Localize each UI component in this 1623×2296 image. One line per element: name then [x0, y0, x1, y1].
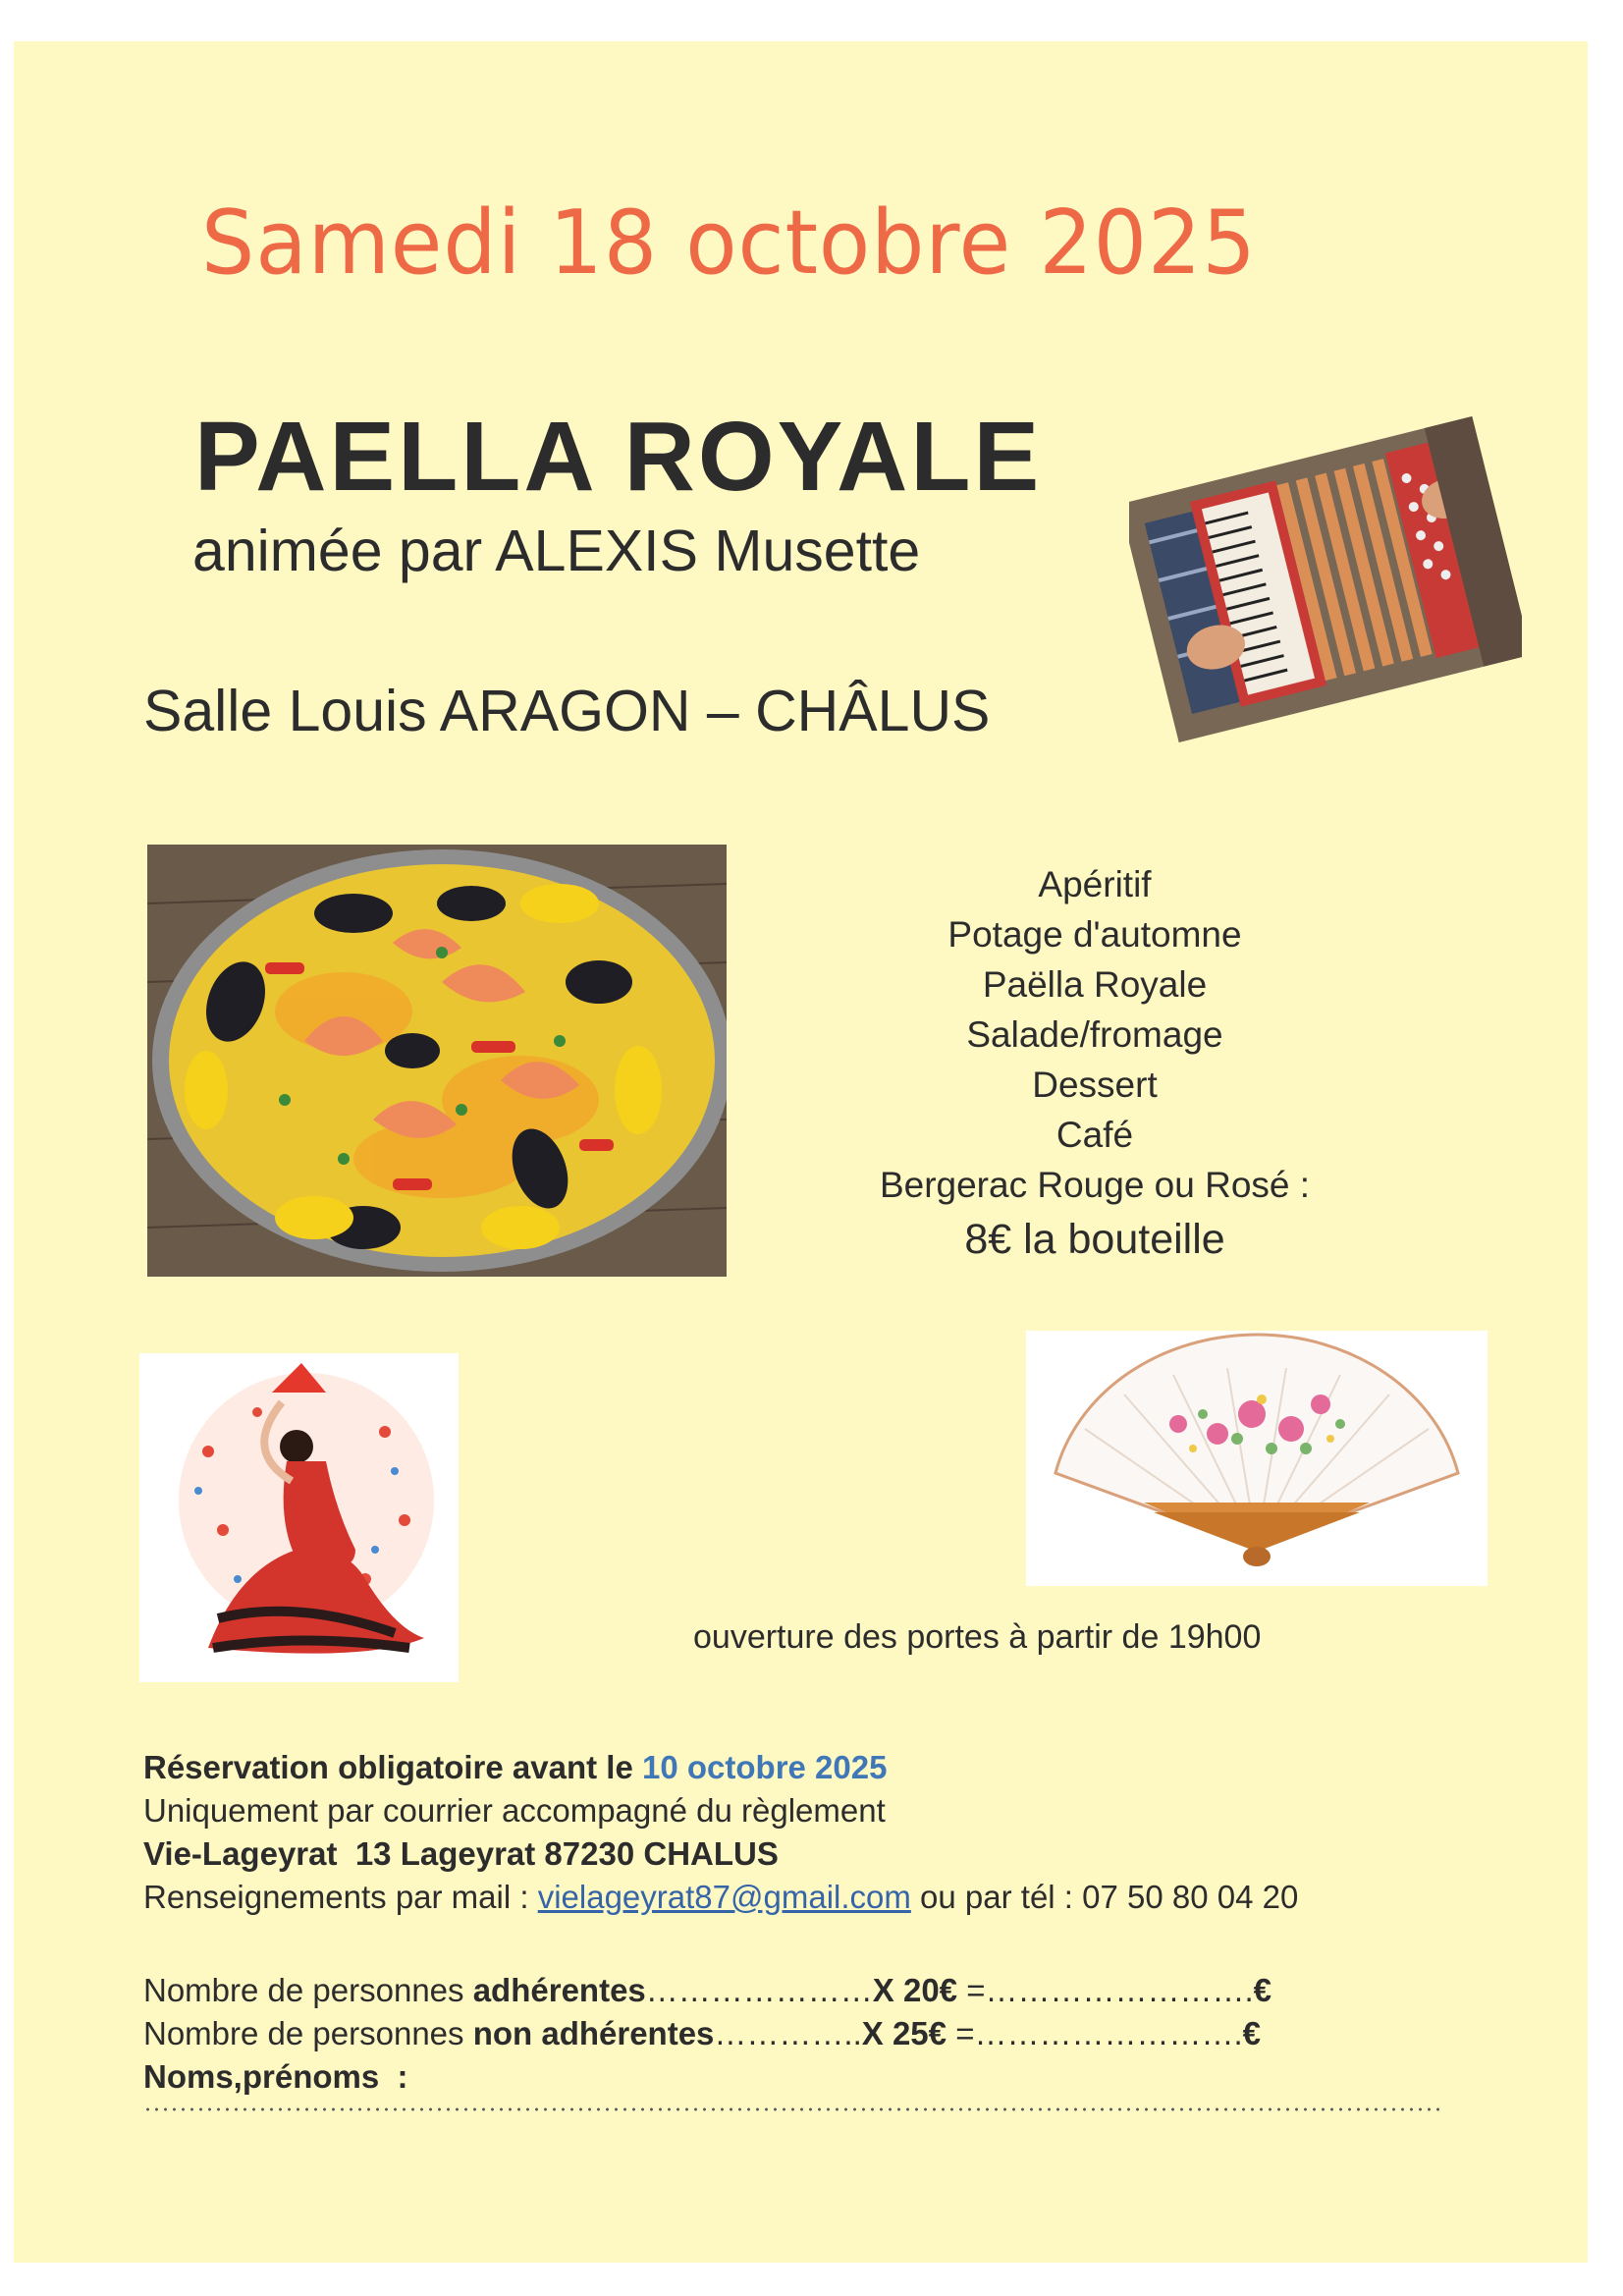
- spanish-fan-photo: [1026, 1331, 1488, 1586]
- event-subtitle: animée par ALEXIS Musette: [192, 519, 921, 583]
- contact-phone: ou par tél : 07 50 80 04 20: [920, 1879, 1299, 1915]
- menu-item: Potage d'automne: [947, 914, 1242, 955]
- email-link[interactable]: vielageyrat87@gmail.com: [537, 1879, 911, 1915]
- paella-photo: [147, 845, 727, 1277]
- names-label: Noms,prénoms :: [143, 2058, 408, 2095]
- form-row-prefix: Nombre de personnes: [143, 2015, 464, 2051]
- event-title: PAELLA ROYALE: [194, 402, 1043, 512]
- form-row-price: X 20€: [872, 1972, 958, 2008]
- menu-item: Salade/fromage: [966, 1014, 1223, 1055]
- contact-line: [143, 1876, 1298, 1919]
- euro-sign: €: [1253, 1972, 1272, 2008]
- accordion-photo: [1129, 412, 1522, 746]
- names-blank-line[interactable]: [143, 2106, 1444, 2112]
- event-venue: Salle Louis ARAGON – CHÂLUS: [143, 679, 991, 743]
- total-blank[interactable]: =…………………….: [966, 1972, 1254, 2008]
- reservation-label: Réservation obligatoire avant le: [143, 1749, 633, 1785]
- form-row-members: [143, 1969, 1271, 2012]
- doors-opening-time: ouverture des portes à partir de 19h00: [693, 1618, 1262, 1656]
- contact-prefix: Renseignements par mail :: [143, 1879, 529, 1915]
- form-row-price: X 25€: [861, 2015, 947, 2051]
- form-row-prefix: Nombre de personnes: [143, 1972, 464, 2008]
- menu-list: [864, 859, 1325, 1269]
- reservation-date: 10 octobre 2025: [642, 1749, 888, 1785]
- quantity-blank[interactable]: …………..: [714, 2015, 862, 2051]
- menu-item: Dessert: [1032, 1065, 1158, 1105]
- form-row-category: non adhérentes: [472, 2015, 715, 2051]
- reservation-address: Vie-Lageyrat 13 Lageyrat 87230 CHALUS: [143, 1835, 779, 1872]
- flamenco-dancer-illustration: [139, 1353, 459, 1682]
- euro-sign: €: [1242, 2015, 1261, 2051]
- reservation-method: Uniquement par courrier accompagné du règlement: [143, 1792, 886, 1829]
- booking-form: [143, 1969, 1271, 2099]
- menu-item: Paëlla Royale: [982, 964, 1208, 1005]
- wine-price: 8€ la bouteille: [964, 1216, 1225, 1263]
- quantity-blank[interactable]: …………………: [645, 1972, 873, 2008]
- event-date: Samedi 18 octobre 2025: [201, 191, 1257, 295]
- menu-item: Bergerac Rouge ou Rosé :: [879, 1165, 1311, 1205]
- reservation-deadline: [143, 1746, 1298, 1789]
- form-row-non-members: [143, 2012, 1271, 2055]
- menu-item: Apéritif: [1038, 864, 1152, 904]
- menu-item: Café: [1055, 1115, 1134, 1155]
- reservation-block: [143, 1746, 1298, 1919]
- total-blank[interactable]: =…………………….: [955, 2015, 1243, 2051]
- form-row-category: adhérentes: [472, 1972, 646, 2008]
